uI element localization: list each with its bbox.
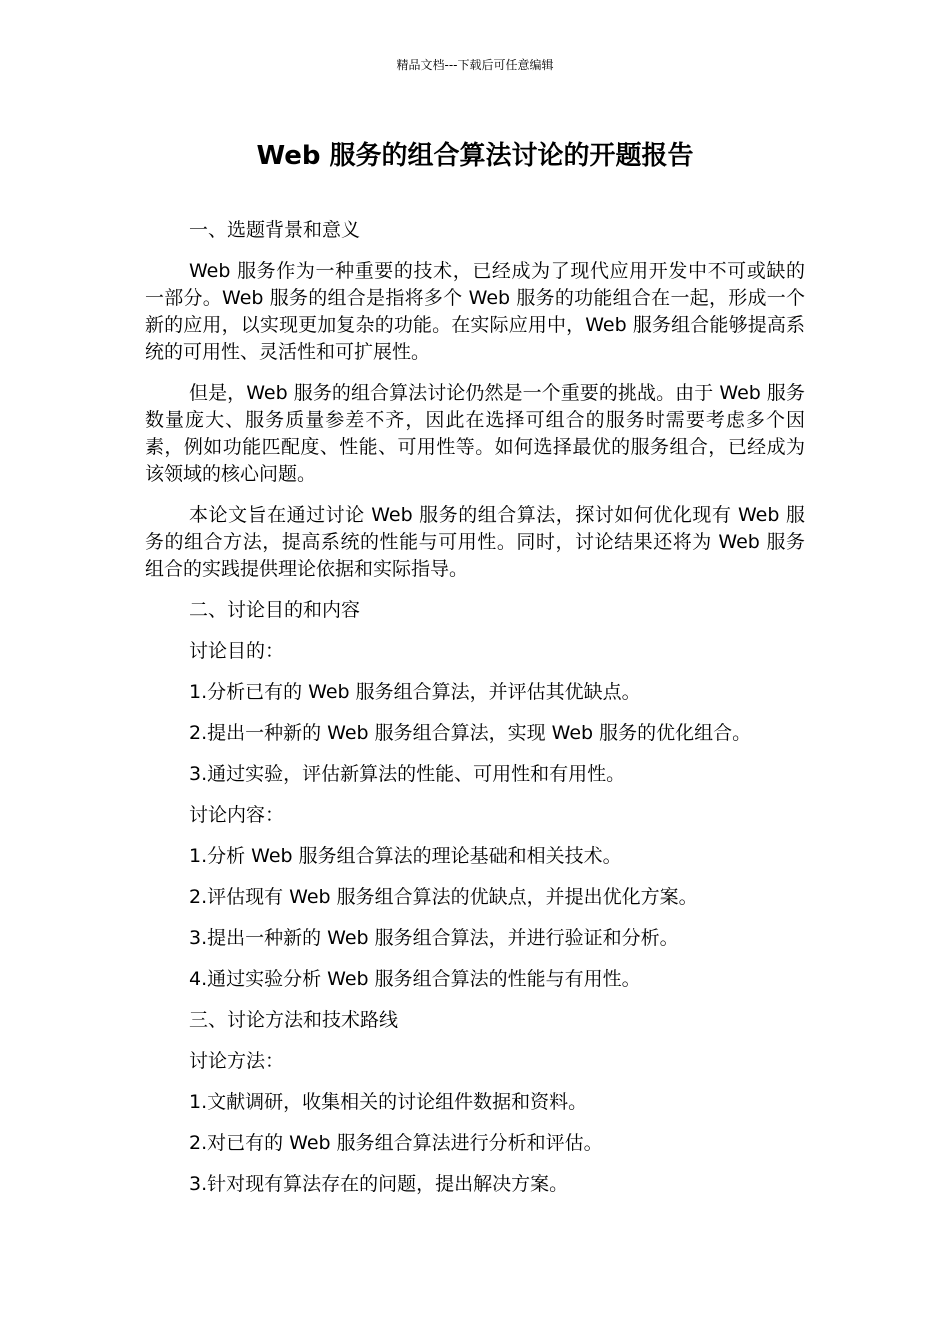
goal-item: 3.通过实验，评估新算法的性能、可用性和有用性。 — [189, 763, 626, 785]
section-heading-methods: 三、讨论方法和技术路线 — [189, 1009, 399, 1031]
content-item: 4.通过实验分析 Web 服务组合算法的性能与有用性。 — [189, 968, 641, 990]
content-item: 3.提出一种新的 Web 服务组合算法，并进行验证和分析。 — [189, 927, 679, 949]
goals-label: 讨论目的： — [189, 640, 285, 662]
content-item: 2.评估现有 Web 服务组合算法的优缺点，并提出优化方案。 — [189, 886, 698, 908]
content-item: 1.分析 Web 服务组合算法的理论基础和相关技术。 — [189, 845, 622, 867]
content-label: 讨论内容： — [189, 804, 285, 826]
method-item: 1.文献调研，收集相关的讨论组件数据和资料。 — [189, 1091, 588, 1113]
method-item: 3.针对现有算法存在的问题，提出解决方案。 — [189, 1173, 569, 1195]
goal-item: 2.提出一种新的 Web 服务组合算法，实现 Web 服务的优化组合。 — [189, 722, 752, 744]
goal-item: 1.分析已有的 Web 服务组合算法，并评估其优缺点。 — [189, 681, 641, 703]
document-body — [145, 217, 805, 1212]
header-note: 精品文档---下载后可任意编辑 — [396, 58, 554, 72]
section-heading-goals-content: 二、讨论目的和内容 — [189, 599, 361, 621]
paragraph-background-1: Web 服务作为一种重要的技术，已经成为了现代应用开发中不可或缺的一部分。Web 服务的组合是指将多个 Web 服务的功能组合在一起，形成一个新的应用，以实现更加复杂的功能。在实际应用中，Web 服务组合能够提高系统的可用性、灵活性和可扩展性。 — [145, 260, 805, 363]
document-title: Web 服务的组合算法讨论的开题报告 — [256, 141, 694, 171]
section-heading-background: 一、选题背景和意义 — [189, 219, 361, 241]
method-item: 2.对已有的 Web 服务组合算法进行分析和评估。 — [189, 1132, 603, 1154]
paragraph-background-2: 但是，Web 服务的组合算法讨论仍然是一个重要的挑战。由于 Web 服务数量庞大、服务质量参差不齐，因此在选择可组合的服务时需要考虑多个因素，例如功能匹配度、性能、可用性等。如何选择最优的服务组合，已经成为该领域的核心问题。 — [145, 382, 805, 485]
paragraph-background-3: 本论文旨在通过讨论 Web 服务的组合算法，探讨如何优化现有 Web 服务的组合方法，提高系统的性能与可用性。同时，讨论结果还将为 Web 服务组合的实践提供理论依据和实际指导。 — [145, 504, 805, 580]
methods-label: 讨论方法： — [189, 1050, 285, 1072]
